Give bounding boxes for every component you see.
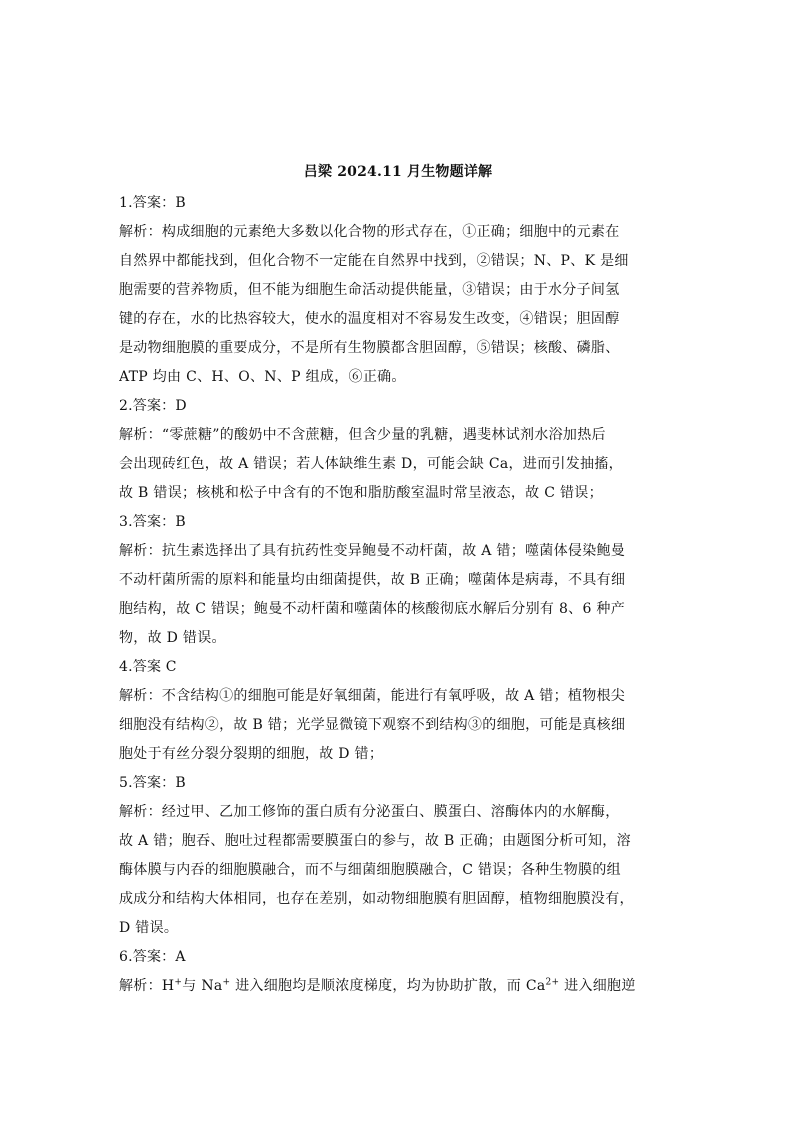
explanation-6-text-4: 进入细胞逆: [559, 978, 636, 994]
superscript-plus-h: +: [174, 977, 183, 988]
document-title: 吕梁 2024.11 月生物题详解: [303, 164, 493, 180]
explanation-6-line-1: [119, 972, 677, 1001]
explanation-5-line-5: D 错误。: [119, 920, 179, 936]
explanation-3-line-4: 物，故 D 错误。: [119, 630, 226, 646]
answer-3: 3.答案：B: [119, 514, 186, 530]
explanation-4-line-3: 胞处于有丝分裂分裂期的细胞，故 D 错；: [119, 746, 384, 762]
explanation-3-line-3: 胞结构，故 C 错误；鲍曼不动杆菌和噬菌体的核酸彻底水解后分别有 8、6 种产: [119, 601, 626, 617]
answer-6: 6.答案：A: [119, 949, 186, 965]
explanation-1-line-4: 键的存在，水的比热容较大，使水的温度相对不容易发生改变，④错误；胆固醇: [119, 311, 620, 327]
explanation-6-text-2: 与 Na: [182, 978, 223, 994]
explanation-4-line-2: 细胞没有结构②，故 B 错；光学显微镜下观察不到结构③的细胞，可能是真核细: [119, 717, 626, 733]
explanation-1-line-5: 是动物细胞膜的重要成分，不是所有生物膜都含胆固醇，⑤错误；核酸、磷脂、: [119, 340, 620, 356]
answer-1: 1.答案：B: [119, 195, 186, 211]
explanation-1-line-6: ATP 均由 C、H、O、N、P 组成，⑥正确。: [119, 369, 406, 385]
explanation-5-line-3: 酶体膜与内吞的细胞膜融合，而不与细菌细胞膜融合，C 错误；各种生物膜的组: [119, 862, 621, 878]
explanation-5-line-4: 成成分和结构大体相同，也存在差别，如动物细胞膜有胆固醇，植物细胞膜没有，: [119, 891, 634, 907]
explanation-3-line-2: 不动杆菌所需的原料和能量均由细菌提供，故 B 正确；噬菌体是病毒，不具有细: [119, 572, 626, 588]
explanation-1-line-1: 解析：构成细胞的元素绝大多数以化合物的形式存在，①正确；细胞中的元素在: [119, 224, 620, 240]
document-page: [119, 160, 677, 1001]
explanation-6-text-3: 进入细胞均是顺浓度梯度，均为协助扩散，而 Ca: [230, 978, 546, 994]
superscript-2plus-ca: 2+: [545, 977, 560, 988]
explanation-1-line-2: 自然界中都能找到，但化合物不一定能在自然界中找到，②错误；N、P、K 是细: [119, 253, 629, 269]
answer-5: 5.答案：B: [119, 775, 186, 791]
explanation-6-text-1: 解析：H: [119, 978, 175, 994]
answer-2: 2.答案：D: [119, 398, 187, 414]
answer-4: 4.答案 C: [119, 659, 177, 675]
explanation-3-line-1: 解析：抗生素选择出了具有抗药性变异鲍曼不动杆菌，故 A 错；噬菌体侵染鲍曼: [119, 543, 626, 559]
explanation-2-line-1: 解析：“零蔗糖”的酸奶中不含蔗糖，但含少量的乳糖，遇斐林试剂水浴加热后: [119, 427, 606, 443]
explanation-5-line-1: 解析：经过甲、乙加工修饰的蛋白质有分泌蛋白、膜蛋白、溶酶体内的水解酶，: [119, 804, 620, 820]
explanation-5-line-2: 故 A 错；胞吞、胞吐过程都需要膜蛋白的参与，故 B 正确；由题图分析可知，溶: [119, 833, 631, 849]
superscript-plus-na: +: [222, 977, 231, 988]
explanation-2-line-3: 故 B 错误；核桃和松子中含有的不饱和脂肪酸室温时常呈液态，故 C 错误；: [119, 485, 603, 501]
explanation-1-line-3: 胞需要的营养物质，但不能为细胞生命活动提供能量，③错误；由于水分子间氢: [119, 282, 620, 298]
explanation-4-line-1: 解析：不含结构①的细胞可能是好氧细菌，能进行有氧呼吸，故 A 错；植物根尖: [119, 688, 626, 704]
explanation-2-line-2: 会出现砖红色，故 A 错误；若人体缺维生素 D，可能会缺 Ca，进而引发抽搐，: [119, 456, 623, 472]
